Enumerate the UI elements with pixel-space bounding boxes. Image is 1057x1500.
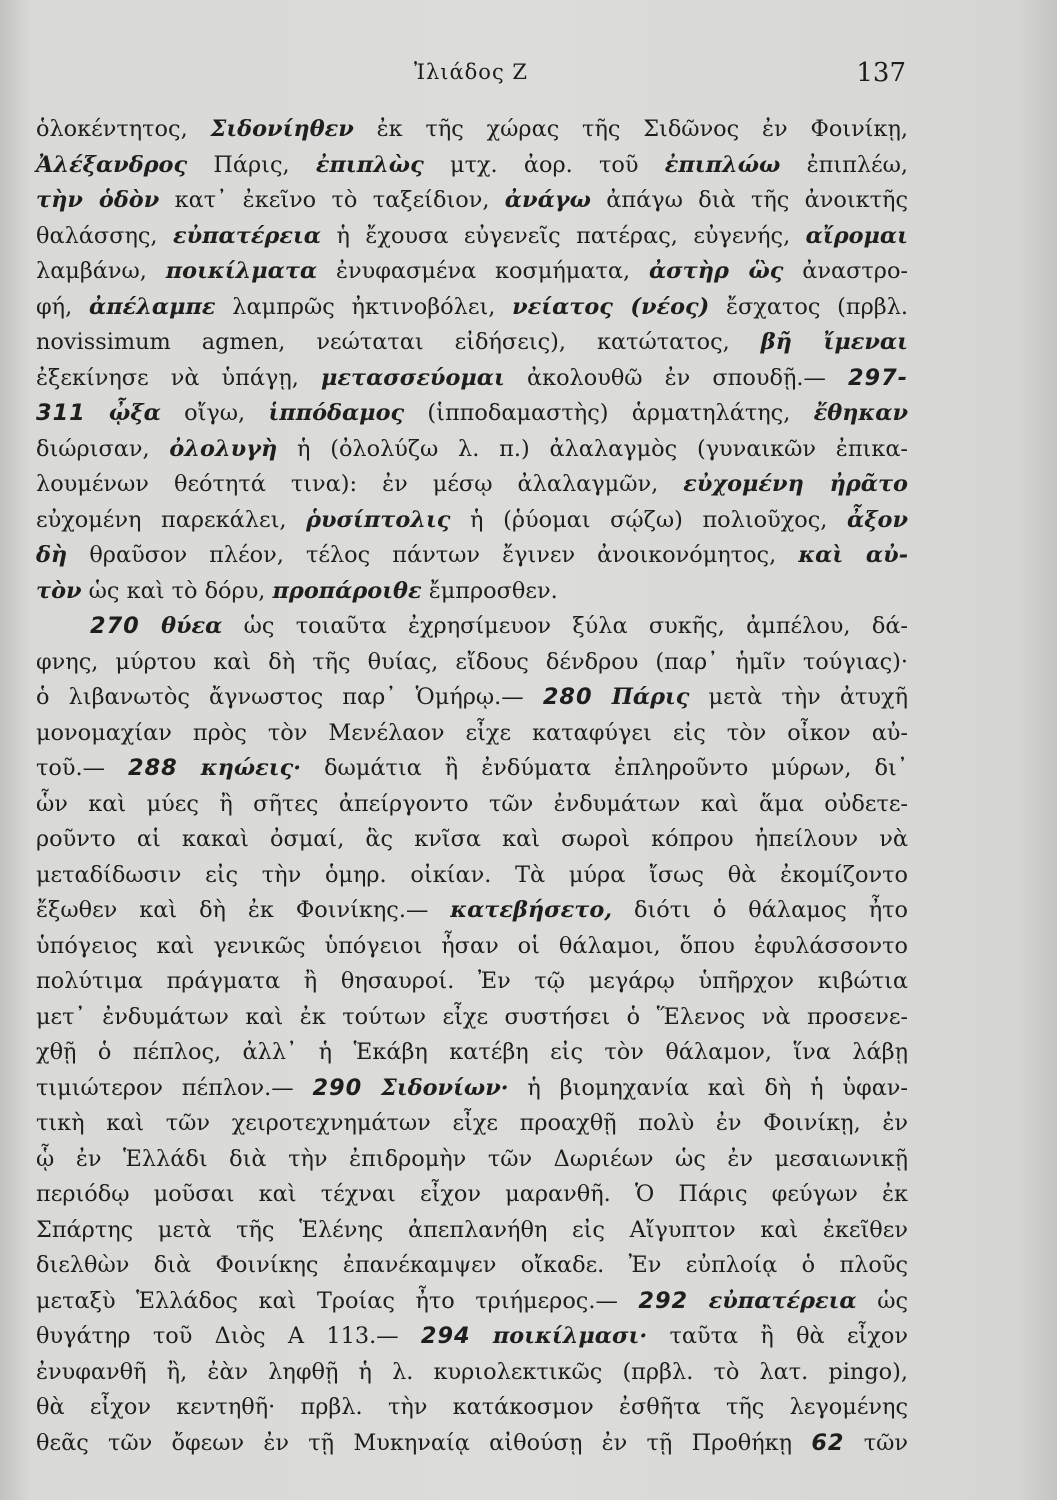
text-line (36, 1000, 908, 1036)
text-segment (688, 1288, 709, 1314)
lemma: νείατος (νέος) (512, 293, 710, 320)
text-segment: ἡ ἔχουσα εὐγενεῖς πατέρας, εὐγενής, (321, 222, 806, 249)
lemma: δὴ (36, 542, 68, 568)
text-segment (593, 684, 612, 710)
lemma: ῥυσίπτολις (306, 506, 451, 533)
text-line (36, 964, 908, 1000)
lemma: ἱππόδαμος (268, 400, 405, 426)
text-segment: οἴγω, (160, 400, 269, 426)
line-reference: 292 (638, 1287, 689, 1314)
text-segment: ἐπιπλέω, (780, 151, 908, 178)
text-segment: ἔξωθεν καὶ δὴ ἐκ Φοινίκης.— (36, 897, 451, 923)
text-segment: ἡ βιομηχανία καὶ δὴ ἡ ὑφαν- (508, 1074, 908, 1101)
text-segment: ἀπάγω διὰ τῆς ἀνοικτῆς (590, 187, 908, 213)
text-line (36, 1177, 908, 1213)
text-segment: ἔσχατος (πρβλ. (709, 293, 909, 320)
text-line (36, 290, 908, 326)
text-segment: διότι ὁ θάλαμος ἦτο (612, 897, 908, 923)
lemma: ὀλολυγὴ (169, 435, 278, 462)
text-line (36, 148, 908, 184)
text-segment: (ἱπποδαμαστὴς) ἁρματηλάτης, (404, 400, 814, 426)
text-segment: ὡς (856, 1287, 908, 1314)
text-line (36, 538, 908, 574)
text-segment: θεᾶς τῶν ὄφεων ἐν τῇ Μυκηναίᾳ αἰθούσῃ ἐν τῇ Προθήκῃ (36, 1429, 812, 1456)
text-segment: μεταδίδωσιν εἰς τὴν ὁμηρ. οἰκίαν. Τὰ μύρα ἴσως θὰ ἐκομίζοντο (36, 861, 908, 888)
text-segment: διελθὼν διὰ Φοινίκης ἐπανέκαμψεν οἴκαδε. Ἐν εὐπλοίᾳ ὁ πλοῦς (36, 1252, 908, 1278)
lemma: βῆ ἴμεναι (760, 329, 908, 355)
text-line (36, 467, 908, 503)
text-line (36, 751, 908, 787)
lemma: ᾦξα (109, 400, 161, 426)
text-line (36, 1355, 908, 1391)
lemma: εὐχομένη ἠρᾶτο (683, 471, 908, 497)
text-segment: ὁλοκέντητος, (36, 116, 211, 142)
lemma: ποικίλματα (165, 258, 318, 284)
text-segment: μεταξὺ Ἑλλάδος καὶ Τροίας ἦτο τριήμερος.— (36, 1287, 639, 1314)
text-line (36, 716, 908, 752)
text-segment: θὰ εἶχον κεντηθῆ· πρβλ. τὴν κατάκοσμον ἐσθῆτα τῆς λεγομένης (36, 1394, 908, 1420)
text-segment (140, 613, 161, 639)
commentary-text (36, 112, 908, 1461)
lemma: καὶ αὐ- (798, 542, 908, 568)
text-segment: χθῇ ὁ πέπλος, ἀλλ᾽ ἡ Ἑκάβη κατέβη εἰς τὸν θάλαμον, ἵνα λάβῃ (36, 1039, 908, 1065)
text-segment: ἐκ τῆς χώρας τῆς Σιδῶνος ἐν Φοινίκῃ, (353, 116, 908, 142)
line-reference: 311 (36, 400, 86, 426)
text-segment: μετ᾽ ἐνδυμάτων καὶ ἐκ τούτων εἶχε συστήσει ὁ Ἕλενος νὰ προσενε- (36, 1003, 908, 1030)
text-segment: novissimum agmen, νεώταται εἰδήσεις), κατώτατος, (36, 329, 761, 355)
text-segment: ροῦντο αἱ κακαὶ ὀσμαί, ἃς κνῖσα καὶ σωροὶ κόπρου ἠπείλουν νὰ (36, 826, 908, 852)
text-line (36, 1248, 908, 1284)
text-segment: τικὴ καὶ τῶν χειροτεχνημάτων εἶχε προαχθῇ πολὺ ἐν Φοινίκῃ, ἐν (36, 1110, 908, 1136)
text-segment: ἐνυφανθῆ ἢ, ἐὰν ληφθῇ ἡ λ. κυριολεκτικῶς (πρβλ. τὸ λατ. pingo), (36, 1358, 908, 1385)
text-segment (362, 1075, 381, 1101)
text-line (36, 1213, 908, 1249)
text-segment: λαμβάνω, (36, 258, 166, 284)
text-line (36, 858, 908, 894)
lemma: ἀστὴρ ὣς (648, 258, 784, 284)
text-line (36, 680, 908, 716)
lemma: εὐπατέρεια (708, 1287, 857, 1314)
text-line (36, 219, 908, 255)
text-segment: ἀκολουθῶ ἐν σπουδῇ.— (504, 364, 848, 391)
text-line (36, 609, 908, 645)
text-segment: θραῦσον πλέον, τέλος πάντων ἔγινεν ἀνοικονόμητος, (67, 542, 799, 568)
lemma: μετασσεύομαι (321, 364, 505, 391)
page-number: 137 (856, 58, 906, 88)
text-segment: ἐνυφασμένα κοσμήματα, (317, 258, 649, 284)
text-line (36, 1035, 908, 1071)
text-segment: ὁ λιβανωτὸς ἄγνωστος παρ᾽ Ὁμήρῳ.— (36, 684, 543, 710)
line-reference: 290 (312, 1074, 363, 1101)
lemma: ἐπιπλώω (664, 151, 781, 178)
text-segment: ὡς τοιαῦτα ἐχρησίμευον ξύλα συκῆς, ἀμπέλου, δά- (222, 613, 909, 639)
text-line (36, 1390, 908, 1426)
text-segment: μτχ. ἀορ. τοῦ (423, 151, 665, 178)
text-segment: λαμπρῶς ἠκτινοβόλει, (215, 293, 513, 320)
lemma: τὸν (36, 577, 82, 604)
text-segment: λουμένων θεότητά τινα): ἐν μέσῳ ἀλαλαγμῶν, (36, 471, 684, 497)
text-line (36, 1319, 908, 1355)
text-segment: ἡ (ὀλολύζω λ. π.) ἀλαλαγμὸς (γυναικῶν ἐπικα- (277, 435, 909, 462)
lemma: κατεβήσετο, (450, 897, 613, 923)
line-reference: 294 (420, 1323, 471, 1349)
text-segment (178, 755, 201, 781)
text-segment: ὡς καὶ τὸ δόρυ, (81, 577, 273, 604)
line-reference: 270 (90, 613, 140, 639)
lemma: Σιδονίηθεν (210, 116, 354, 142)
lemma: ἀνάγω (504, 187, 591, 213)
text-line (36, 361, 908, 397)
text-segment: Πάρις, (187, 151, 316, 178)
lemma: Ἀλέξανδρος (36, 151, 188, 178)
lemma: ἆξον (847, 506, 909, 533)
text-segment: ταῦτα ἢ θὰ εἶχον (647, 1323, 908, 1349)
text-segment: ἐξεκίνησε νὰ ὑπάγῃ, (36, 364, 321, 391)
running-head: Ἰλιάδος Ζ (414, 60, 528, 84)
lemma: Σιδονίων· (381, 1074, 509, 1101)
text-segment: ὧν καὶ μύες ἢ σῆτες ἀπείργοντο τῶν ἐνδυμάτων καὶ ἅμα οὐδετε- (36, 790, 908, 817)
line-reference: 280 (542, 684, 593, 710)
line-reference: 62 (811, 1429, 845, 1456)
text-segment (471, 1323, 493, 1349)
text-line (36, 325, 908, 361)
text-segment: τιμιώτερον πέπλον.— (36, 1074, 313, 1101)
text-line (36, 893, 908, 929)
text-segment: δωμάτια ἢ ἐνδύματα ἐπληροῦντο μύρων, δι᾽ (301, 755, 909, 781)
lemma: ἀπέλαμπε (88, 293, 216, 320)
text-segment (86, 400, 109, 426)
text-segment: διώρισαν, (36, 435, 170, 462)
text-segment: φή, (36, 293, 89, 320)
text-line (36, 1284, 908, 1320)
text-segment: τῶν (844, 1429, 909, 1456)
text-line (36, 1142, 908, 1178)
lemma: τὴν ὁδὸν (36, 187, 160, 213)
text-line (36, 645, 908, 681)
text-segment: τοῦ.— (36, 755, 129, 781)
lemma: κηώεις· (200, 755, 302, 781)
text-line (36, 112, 908, 148)
text-segment: ἀναστρο- (783, 258, 908, 284)
line-reference: 288 (128, 755, 178, 781)
lemma: αἴρομαι (805, 222, 908, 249)
text-line (36, 1426, 908, 1462)
lemma: Πάρις (611, 684, 690, 710)
text-segment: ἔμπροσθεν. (421, 577, 558, 604)
text-segment: θαλάσσης, (36, 222, 174, 249)
text-line (36, 432, 908, 468)
text-segment: ὑπόγειος καὶ γενικῶς ὑπόγειοι ἦσαν οἱ θάλαμοι, ὅπου ἐφυλάσσοντο (36, 932, 908, 959)
text-line (36, 822, 908, 858)
text-segment: κατ᾽ ἐκεῖνο τὸ ταξείδιον, (159, 187, 505, 213)
text-segment: φνης, μύρτου καὶ δὴ τῆς θυίας, εἴδους δένδρου (παρ᾽ ἡμῖν τούγιας)· (36, 648, 908, 675)
text-line (36, 396, 908, 432)
text-line (36, 929, 908, 965)
text-segment: περιόδῳ μοῦσαι καὶ τέχναι εἶχον μαρανθῆ. Ὁ Πάρις φεύγων ἐκ (36, 1181, 908, 1207)
lemma: προπάροιθε (272, 577, 422, 604)
lemma: θύεα (161, 613, 223, 639)
text-segment: εὐχομένη παρεκάλει, (36, 506, 307, 533)
line-reference: 297- (847, 364, 908, 391)
text-line (36, 574, 908, 610)
lemma: ἔθηκαν (813, 400, 908, 426)
lemma: ποικίλμασι· (492, 1323, 648, 1349)
text-line (36, 254, 908, 290)
text-segment: ᾧ ἐν Ἑλλάδι διὰ τὴν ἐπιδρομὴν τῶν Δωριέων ὡς ἐν μεσαιωνικῇ (36, 1145, 908, 1172)
text-segment: θυγάτηρ τοῦ Διὸς Α 113.— (36, 1323, 421, 1349)
page-header (36, 58, 906, 98)
text-segment: μετὰ τὴν ἀτυχῆ (689, 684, 908, 710)
lemma: εὐπατέρεια (173, 222, 322, 249)
text-line (36, 1106, 908, 1142)
text-line (36, 503, 908, 539)
text-line (36, 183, 908, 219)
text-segment: μονομαχίαν πρὸς τὸν Μενέλαον εἶχε καταφύγει εἰς τὸν οἶκον αὐ- (36, 719, 908, 746)
text-segment: Σπάρτης μετὰ τῆς Ἑλένης ἀπεπλανήθη εἰς Αἴγυπτον καὶ ἐκεῖθεν (36, 1216, 908, 1243)
text-segment: πολύτιμα πράγματα ἢ θησαυροί. Ἐν τῷ μεγάρῳ ὑπῆρχον κιβώτια (36, 968, 908, 994)
text-segment: ἡ (ῥύομαι σῴζω) πολιοῦχος, (450, 506, 848, 533)
text-line (36, 1071, 908, 1107)
lemma: ἐπιπλὼς (315, 151, 424, 178)
text-line (36, 787, 908, 823)
